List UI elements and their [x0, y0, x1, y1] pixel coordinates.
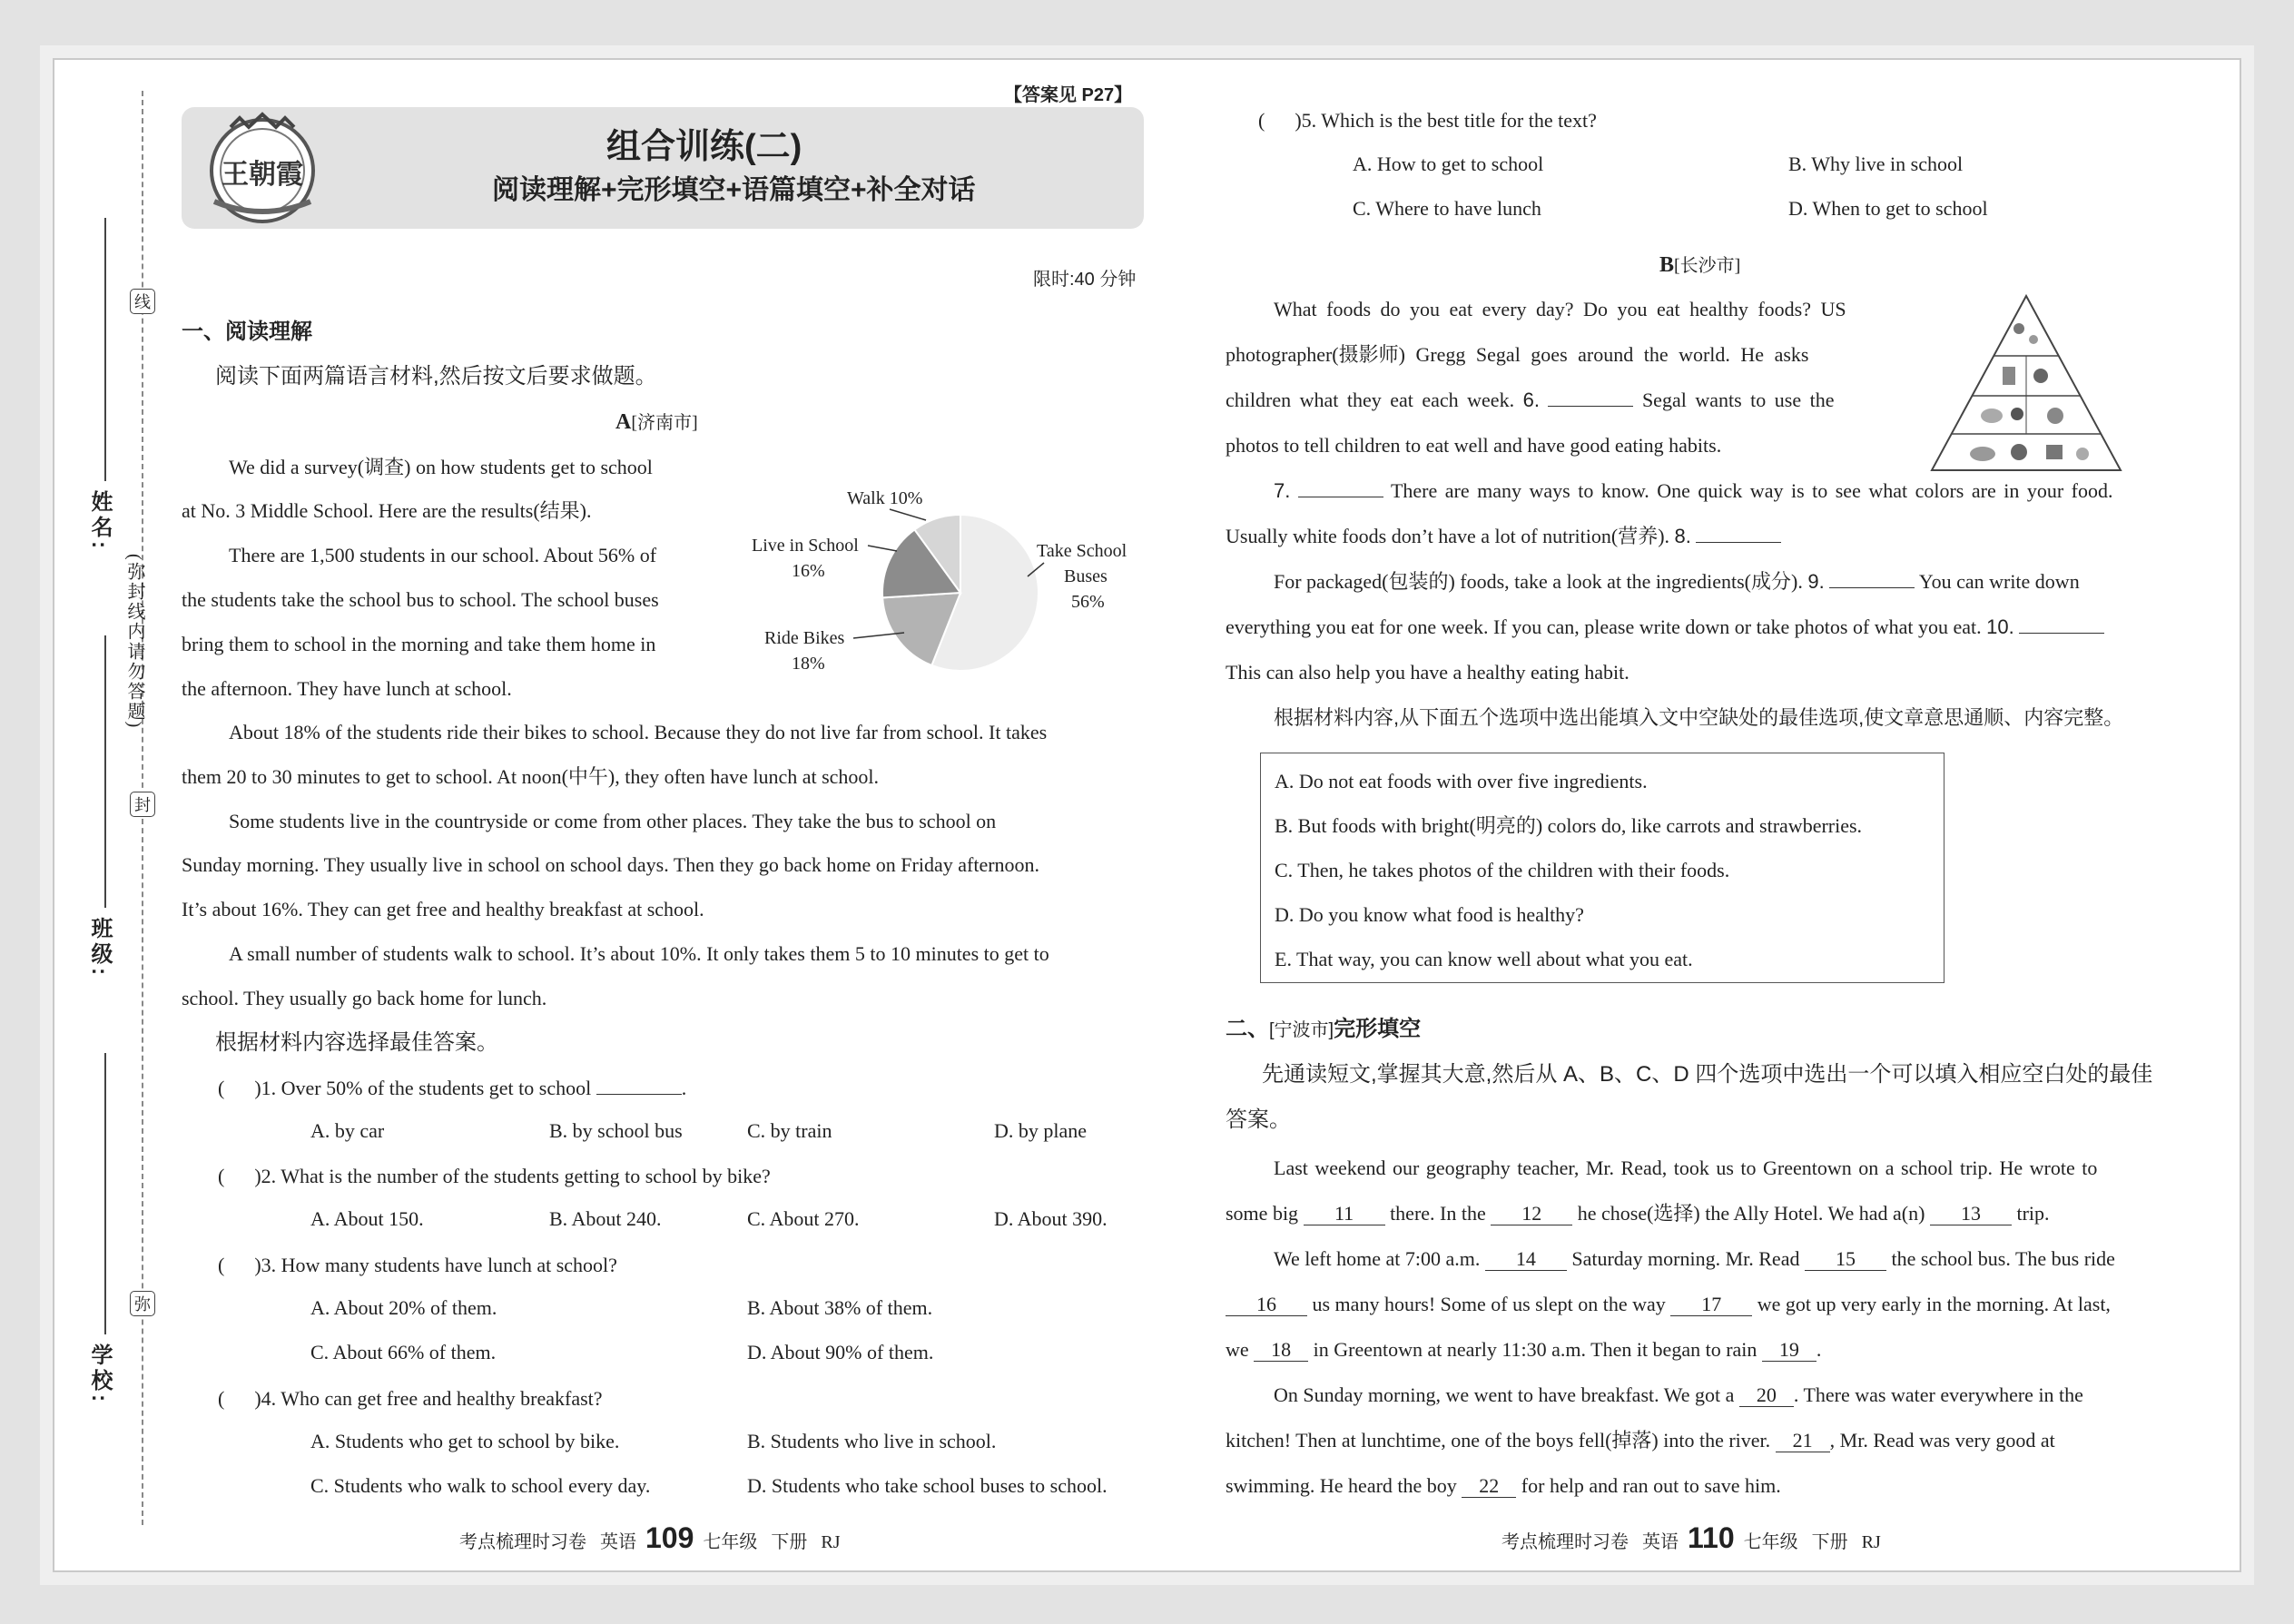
cloze-line-8: swimming. He heard the boy 22 for help and ran out to save him. — [1226, 1474, 1781, 1497]
pie-label-bus-2: Buses — [1064, 566, 1108, 586]
cloze-line-6: On Sunday morning, we went to have breakfast. We got a 20 . There was water everywhere in the — [1274, 1383, 2083, 1406]
pie-leader-school — [868, 546, 897, 551]
pie-leader-walk — [890, 509, 926, 520]
passageB-instruction: 根据材料内容,从下面五个选项中选出能填入文中空缺处的最佳选项,使文章意思通顺、内容完整。 — [1274, 706, 2124, 729]
q5-option-b[interactable]: B. Why live in school — [1788, 153, 1964, 175]
cloze-line-4: 16 us many hours! Some of us slept on the way 17 we got up very early in the morning. At last, — [1226, 1294, 2111, 1316]
passageA-instruction: 根据材料内容选择最佳答案。 — [215, 1030, 498, 1055]
page-number-right: 110 — [1688, 1521, 1735, 1554]
pie-label-walk: Walk 10% — [847, 488, 923, 508]
page-title: 组合训练(二) — [606, 128, 802, 166]
cloze-blank-15[interactable]: 15 — [1805, 1249, 1886, 1271]
cloze-blank-22[interactable]: 22 — [1462, 1476, 1516, 1498]
cloze-line-2: some big 11 there. In the 12 he chose(选择) the Ally Hotel. We had a(n) 13 trip. — [1226, 1202, 2050, 1225]
school-underline — [104, 1053, 106, 1334]
passageB-option-d[interactable]: D. Do you know what food is healthy? — [1275, 903, 1584, 926]
passageA-line: Sunday morning. They usually live in school on school days. Then they go back home on Friday afternoon. — [182, 853, 1040, 876]
pie-label-school-1: Live in School — [752, 536, 859, 556]
page-subtitle: 阅读理解+完形填空+语篇填空+补全对话 — [492, 175, 976, 205]
section2-heading: 二、[宁波市]完形填空 — [1226, 1017, 1422, 1041]
q1-option-a[interactable]: A. by car — [310, 1119, 385, 1142]
passageB-option-c[interactable]: C. Then, he takes photos of the children with their foods. — [1275, 859, 1730, 881]
passageB-line: photographer(摄影师) Gregg Segal goes around the world. He asks — [1226, 343, 1809, 366]
passageA-line: the students take the school bus to school. The school buses — [182, 588, 659, 611]
passageA-line: We did a survey(调查) on how students get to school — [229, 456, 653, 478]
q1-option-c[interactable]: C. by train — [747, 1119, 832, 1142]
q4-option-a[interactable]: A. Students who get to school by bike. — [310, 1430, 620, 1452]
passageB-option-b[interactable]: B. But foods with bright(明亮的) colors do, like carrots and strawberries. — [1275, 814, 1863, 837]
q3-option-c[interactable]: C. About 66% of them. — [310, 1341, 497, 1363]
name-label: 姓名: — [87, 490, 112, 552]
section1-instruction: 阅读下面两篇语言材料,然后按文后要求做题。 — [215, 364, 657, 389]
page-number-left: 109 — [645, 1521, 694, 1554]
passageA-line: at No. 3 Middle School. Here are the results(结果). — [182, 499, 592, 522]
passageA-label: A[济南市] — [615, 410, 698, 434]
q5-option-a[interactable]: A. How to get to school — [1353, 153, 1544, 175]
section1-heading: 一、阅读理解 — [182, 320, 312, 344]
passageA-line: About 18% of the students ride their bikes to school. Because they do not live far from school. It takes — [229, 721, 1048, 743]
q5-option-c[interactable]: C. Where to have lunch — [1353, 197, 1541, 220]
passageA-line: It’s about 16%. They can get free and healthy breakfast at school. — [182, 898, 704, 920]
section2-instruction-2: 答案。 — [1226, 1107, 1291, 1132]
pie-label-bikes-1: Ride Bikes — [764, 628, 845, 648]
publisher-logo — [194, 107, 330, 234]
passageB-line-7: Usually white foods don’t have a lot of nutrition(营养). 8. — [1226, 527, 1781, 546]
q4-option-d[interactable]: D. Students who take school buses to school. — [747, 1474, 1108, 1497]
footer-right: 考点梳理时习卷 英语 110 七年级 下册 RJ — [1501, 1521, 1881, 1554]
q1-option-b[interactable]: B. by school bus — [549, 1119, 683, 1142]
cloze-blank-11[interactable]: 11 — [1304, 1204, 1385, 1225]
answer-reference: 【答案见 P27】 — [1004, 85, 1133, 105]
q2-option-a[interactable]: A. About 150. — [310, 1207, 424, 1230]
cloze-blank-12[interactable]: 12 — [1491, 1204, 1572, 1225]
cloze-line-1: Last weekend our geography teacher, Mr. Read, took us to Greentown on a school trip. He wrote to — [1274, 1156, 2098, 1179]
q4-option-b[interactable]: B. Students who live in school. — [747, 1430, 997, 1452]
name-underline — [104, 218, 106, 481]
svg-text:王朝霞: 王朝霞 — [222, 159, 303, 191]
pie-label-bus-1: Take School — [1037, 541, 1127, 561]
question-3: ( )3. How many students have lunch at school? — [218, 1254, 617, 1276]
passageA-line: them 20 to 30 minutes to get to school. At noon(中午), they often have lunch at school. — [182, 765, 880, 788]
q4-option-c[interactable]: C. Students who walk to school every day. — [310, 1474, 651, 1497]
q3-option-b[interactable]: B. About 38% of them. — [747, 1296, 933, 1319]
cloze-line-3: We left home at 7:00 a.m. 14 Saturday morning. Mr. Read 15 the school bus. The bus ride — [1274, 1247, 2115, 1270]
pie-label-bikes-2: 18% — [792, 654, 825, 674]
passageA-line: Some students live in the countryside or come from other places. They take the bus to school on — [229, 810, 997, 832]
passageB-line-9: everything you eat for one week. If you can, please write down or take photos of what you eat. 10. — [1226, 617, 2104, 637]
cloze-blank-14[interactable]: 14 — [1485, 1249, 1567, 1271]
q3-option-d[interactable]: D. About 90% of them. — [747, 1341, 934, 1363]
q1-option-d[interactable]: D. by plane — [994, 1119, 1088, 1142]
binding-mark-xian: 线 — [130, 289, 155, 314]
passageB-option-e[interactable]: E. That way, you can know well about what you eat. — [1275, 948, 1693, 970]
passageB-line: What foods do you eat every day? Do you eat healthy foods? US — [1274, 298, 1846, 320]
passageA-line: A small number of students walk to school. It’s about 10%. It only takes them 5 to 10 minutes to get to — [229, 942, 1049, 965]
passageA-line: bring them to school in the morning and take them home in — [182, 633, 656, 655]
cloze-blank-13[interactable]: 13 — [1930, 1204, 2012, 1225]
passageB-label: B[长沙市] — [1659, 253, 1741, 277]
passageA-line: There are 1,500 students in our school. About 56% of — [229, 544, 657, 566]
passageA-line: school. They usually go back home for lunch. — [182, 987, 547, 1009]
class-underline — [104, 635, 106, 908]
passageA-line: the afternoon. They have lunch at school. — [182, 677, 512, 700]
question-1: ( )1. Over 50% of the students get to school . — [218, 1077, 687, 1099]
cloze-blank-19[interactable]: 19 — [1762, 1340, 1816, 1362]
food-pyramid-image — [1928, 292, 2124, 474]
section2-instruction-1: 先通读短文,掌握其大意,然后从 A、B、C、D 四个选项中选出一个可以填入相应空白处的最佳 — [1262, 1062, 2153, 1087]
passageB-line: photos to tell children to eat well and have good eating habits. — [1226, 434, 1722, 457]
question-2: ( )2. What is the number of the students getting to school by bike? — [218, 1165, 771, 1187]
binding-mark-mi: 弥 — [130, 1291, 155, 1316]
cloze-line-7: kitchen! Then at lunchtime, one of the boys fell(掉落) into the river. 21 , Mr. Read was very good at — [1226, 1429, 2055, 1452]
pie-label-school-2: 16% — [792, 561, 825, 581]
passageB-line: This can also help you have a healthy eating habit. — [1226, 661, 1629, 684]
binding-note: (弥封线内请勿答题) — [124, 554, 144, 730]
cloze-blank-16[interactable]: 16 — [1226, 1294, 1307, 1316]
q2-option-d[interactable]: D. About 390. — [994, 1207, 1108, 1230]
q2-option-b[interactable]: B. About 240. — [549, 1207, 662, 1230]
passageB-line-6: 7. There are many ways to know. One quick way is to see what colors are in your food. — [1274, 479, 2113, 502]
passageB-option-a[interactable]: A. Do not eat foods with over five ingredients. — [1275, 770, 1648, 792]
cloze-blank-21[interactable]: 21 — [1776, 1431, 1830, 1452]
school-label: 学校: — [87, 1343, 112, 1405]
passageB-line-8: For packaged(包装的) foods, take a look at the ingredients(成分). 9. You can write down — [1274, 570, 2080, 593]
time-limit: 限时:40 分钟 — [1033, 270, 1137, 290]
q2-option-c[interactable]: C. About 270. — [747, 1207, 860, 1230]
class-label: 班级: — [87, 917, 112, 979]
footer-left: 考点梳理时习卷 英语 109 七年级 下册 RJ — [459, 1521, 841, 1554]
cloze-blank-18[interactable]: 18 — [1254, 1340, 1308, 1362]
cloze-line-5: we 18 in Greentown at nearly 11:30 a.m. Then it began to rain 19 . — [1226, 1338, 1822, 1361]
passageB-line-3: children what they eat each week. 6. Segal wants to use the — [1226, 389, 1835, 411]
question-4: ( )4. Who can get free and healthy breakfast? — [218, 1387, 603, 1410]
binding-mark-feng: 封 — [130, 792, 155, 817]
cloze-blank-17[interactable]: 17 — [1670, 1294, 1752, 1316]
q5-option-d[interactable]: D. When to get to school — [1788, 197, 1988, 220]
cloze-blank-20[interactable]: 20 — [1739, 1385, 1794, 1407]
question-5: ( )5. Which is the best title for the text? — [1258, 109, 1597, 132]
q3-option-a[interactable]: A. About 20% of them. — [310, 1296, 497, 1319]
pie-label-bus-3: 56% — [1071, 592, 1105, 612]
pie-chart — [744, 477, 1153, 694]
